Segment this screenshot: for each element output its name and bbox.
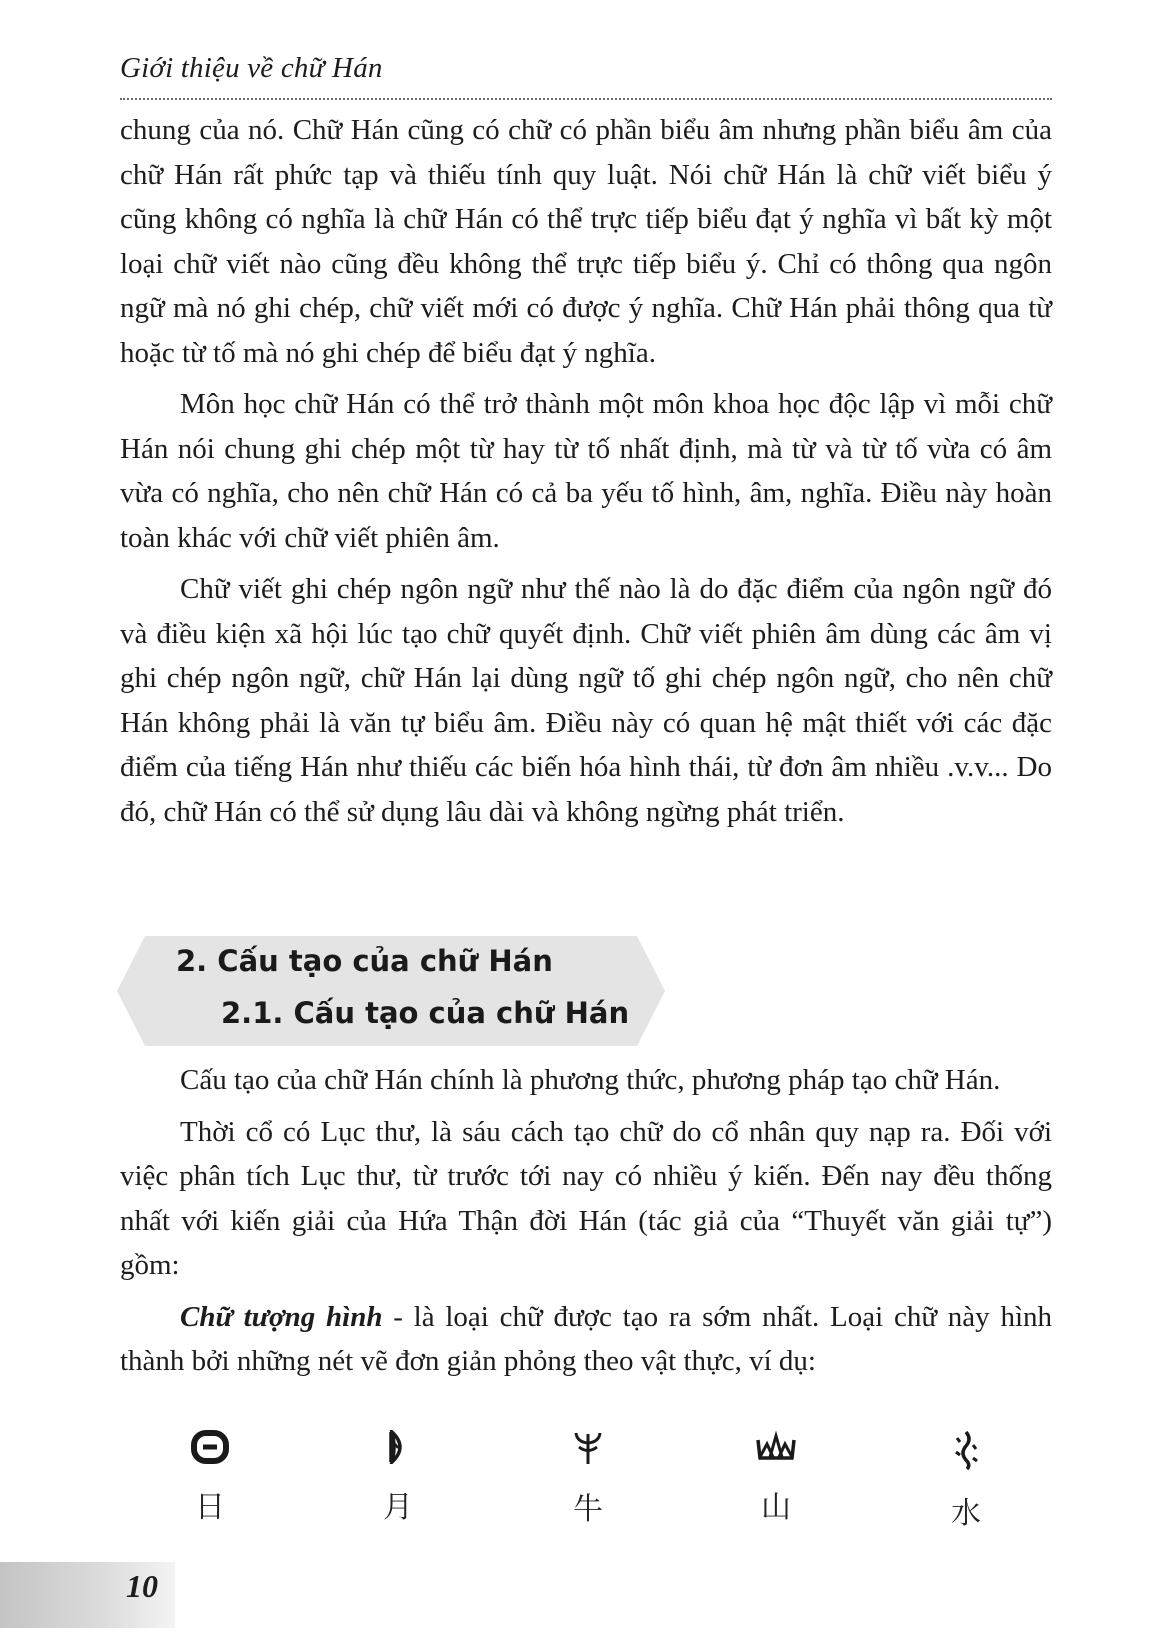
ancient-sun-glyph-icon [190, 1430, 230, 1464]
pictograph-description: - là loại chữ được tạo ra sớm nhất. Loại chữ này hình thành bởi những nét vẽ đơn giản phỏng theo vật thực, ví dụ: [120, 1300, 1052, 1377]
subsection-heading: 2.1. Cấu tạo của chữ Hán [221, 996, 630, 1030]
modern-char-water: 水 [951, 1496, 981, 1531]
modern-char-mountain: 山 [761, 1490, 791, 1525]
ancient-water-glyph-icon [946, 1430, 986, 1470]
example-sun [170, 1430, 250, 1526]
paragraph-structure-definition: Cấu tạo của chữ Hán chính là phương thức, phương pháp tạo chữ Hán. [180, 1064, 1001, 1096]
example-mountain [736, 1430, 816, 1526]
pictograph-examples [0, 1430, 1174, 1550]
example-moon [358, 1430, 438, 1526]
section-text-block [120, 1058, 1052, 1384]
page-number: 10 [126, 1568, 158, 1604]
pictograph-term: Chữ tượng hình [180, 1300, 383, 1333]
paragraph-han-study: Môn học chữ Hán có thể trở thành một môn khoa học độc lập vì mỗi chữ Hán nói chung ghi chép một từ hay từ tố nhất định, mà từ và từ tố vừa có âm vừa có nghĩa, cho nên chữ Hán có cả ba yếu tố hình, âm, nghĩa. Điều này hoàn toàn khác với chữ viết phiên âm. [120, 388, 1052, 554]
paragraph-writing-language: Chữ viết ghi chép ngôn ngữ như thế nào là do đặc điểm của ngôn ngữ đó và điều kiện xã hội lúc tạo chữ quyết định. Chữ viết phiên âm dùng các âm vị ghi chép ngôn ngữ, chữ Hán lại dùng ngữ tố ghi chép ngôn ngữ, cho nên chữ Hán không phải là văn tự biểu âm. Điều này có quan hệ mật thiết với các đặc điểm của tiếng Hán như thiếu các biến hóa hình thái, từ đơn âm nhiều .v.v... Do đó, chữ Hán có thể sử dụng lâu dài và không ngừng phát triển. [120, 573, 1052, 828]
main-text-block [120, 108, 1052, 834]
section-heading: 2. Cấu tạo của chữ Hán [176, 944, 553, 978]
header-dotted-divider [120, 98, 1052, 100]
running-header-title: Giới thiệu về chữ Hán [120, 52, 383, 84]
modern-char-ox: 牛 [573, 1492, 603, 1527]
ancient-ox-glyph-icon [568, 1430, 608, 1466]
modern-char-sun: 日 [195, 1490, 225, 1525]
modern-char-moon: 月 [383, 1490, 413, 1525]
example-water [926, 1430, 1006, 1532]
ancient-mountain-glyph-icon [754, 1430, 798, 1464]
example-ox [548, 1430, 628, 1528]
paragraph-continued: chung của nó. Chữ Hán cũng có chữ có phần biểu âm nhưng phần biểu âm của chữ Hán rất phức tạp và thiếu tính quy luật. Nói chữ Hán là chữ viết biểu ý cũng không có nghĩa là chữ Hán có thể trực tiếp biểu đạt ý nghĩa vì bất kỳ một loại chữ viết nào cũng đều không thể trực tiếp biểu ý. Chỉ có thông qua ngôn ngữ mà nó ghi chép, chữ viết mới có được ý nghĩa. Chữ Hán phải thông qua từ hoặc từ tố mà nó ghi chép để biểu đạt ý nghĩa. [120, 114, 1052, 369]
ancient-moon-glyph-icon [378, 1430, 418, 1464]
paragraph-luc-thu: Thời cổ có Lục thư, là sáu cách tạo chữ do cổ nhân quy nạp ra. Đối với việc phân tích Lục thư, từ trước tới nay có nhiều ý kiến. Đến nay đều thống nhất với kiến giải của Hứa Thận đời Hán (tác giả của “Thuyết văn giải tự”) gồm: [120, 1115, 1052, 1281]
paragraph-pictograph [120, 1295, 1052, 1384]
